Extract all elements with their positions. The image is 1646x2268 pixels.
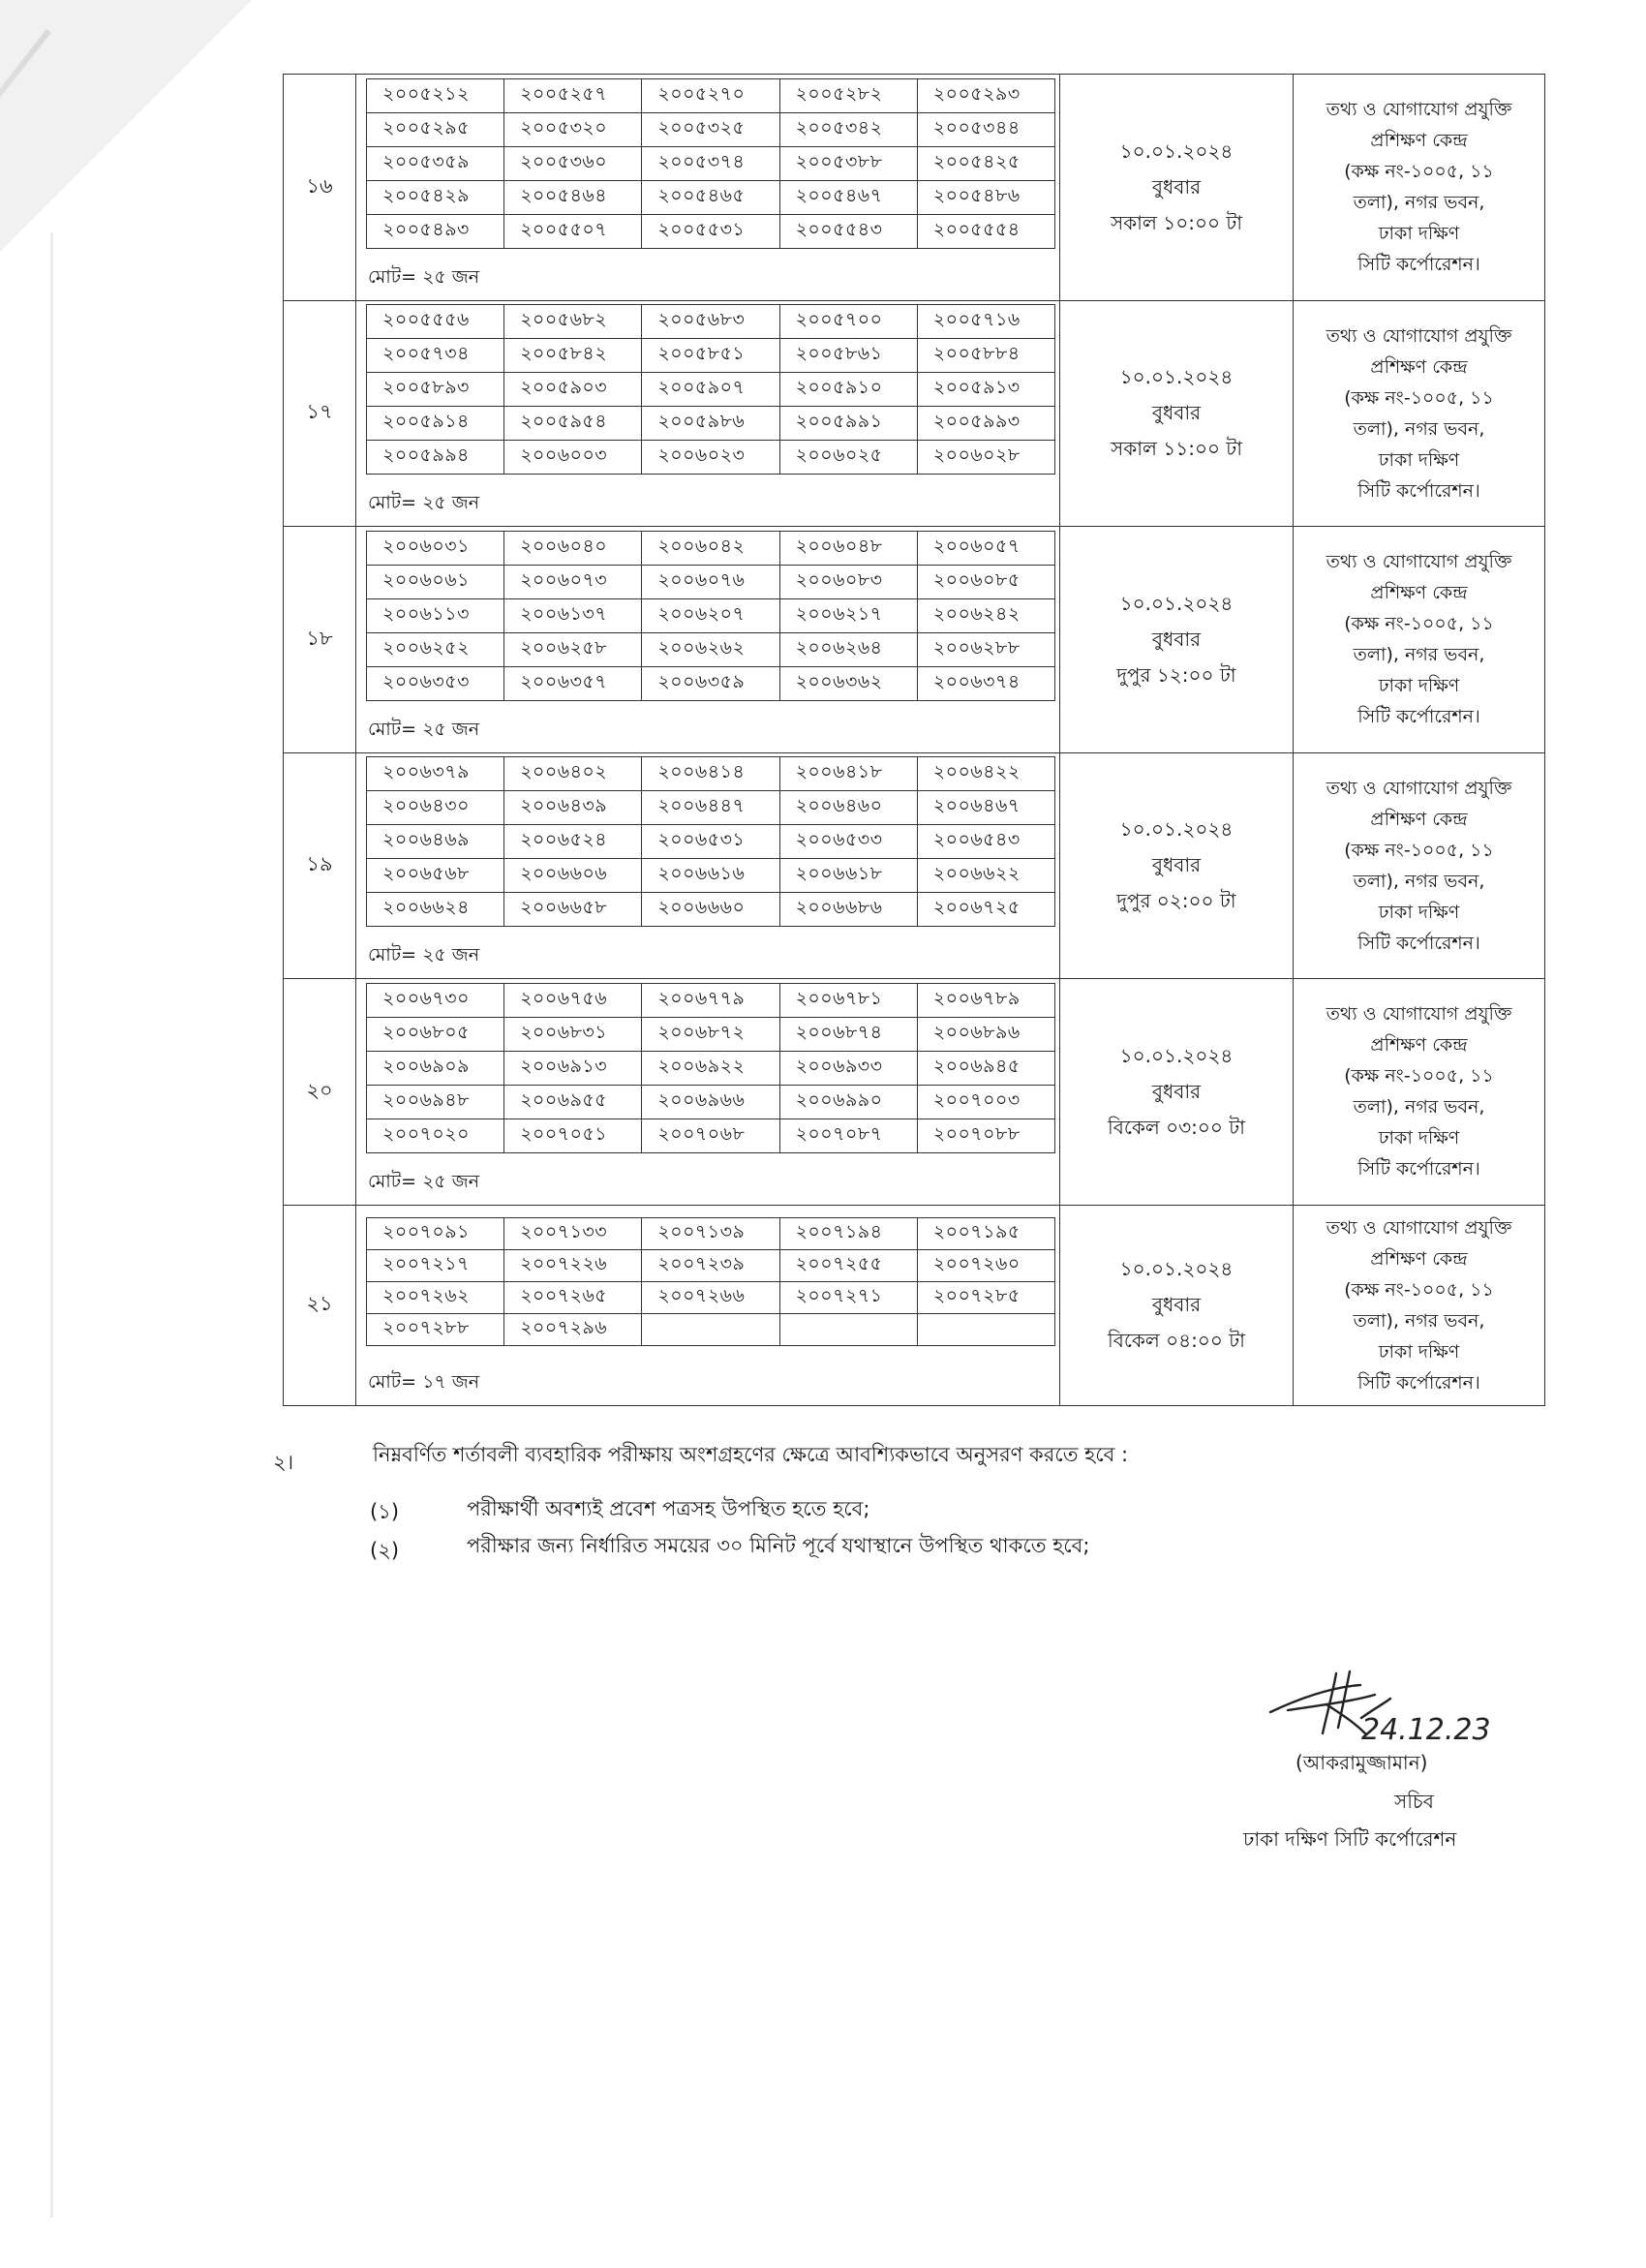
roll-number: ২০০৬৪৬০ <box>779 791 917 825</box>
exam-datetime-cell <box>1060 979 1294 1206</box>
exam-schedule-table <box>283 74 1545 1406</box>
roll-row <box>367 1051 1055 1085</box>
roll-number: ২০০৫৫৫৬ <box>367 305 504 339</box>
serial-number: ১৬ <box>284 75 356 301</box>
roll-number: ২০০৬৫২৪ <box>504 825 642 859</box>
roll-number: ২০০৬৭৮৯ <box>917 983 1054 1017</box>
venue-line4: তলা), নগর ভবন, <box>1353 1309 1485 1332</box>
venue-line3: (কক্ষ নং-১০০৫, ১১ <box>1344 613 1494 635</box>
schedule-group-row <box>284 1205 1545 1406</box>
roll-number: ২০০৬৪১৮ <box>779 757 917 791</box>
roll-number: ২০০৭১৯৫ <box>917 1218 1054 1250</box>
roll-number: ২০০৬০৭৩ <box>504 565 642 598</box>
exam-date: ১০.০১.২০২৪ <box>1119 1257 1234 1281</box>
roll-number: ২০০৭০৮৭ <box>779 1119 917 1152</box>
roll-numbers-cell <box>356 300 1060 527</box>
roll-number: ২০০৬০৪০ <box>504 531 642 565</box>
roll-number: ২০০৬৪৬৯ <box>367 825 504 859</box>
venue-line1: তথ্য ও যোগাযোগ প্রযুক্তি <box>1326 777 1512 799</box>
roll-number: ২০০৭২৯৬ <box>504 1314 642 1346</box>
roll-number: ২০০৫৬৮২ <box>504 305 642 339</box>
roll-number: ২০০৬১৩৭ <box>504 598 642 632</box>
roll-number: ২০০৬৭৩০ <box>367 983 504 1017</box>
roll-number: ২০০৬২৫৮ <box>504 632 642 666</box>
roll-number: ২০০৫৯০৭ <box>642 373 779 407</box>
venue-line1: তথ্য ও যোগাযোগ প্রযুক্তি <box>1326 324 1512 347</box>
roll-number: ২০০৭০৫১ <box>504 1119 642 1152</box>
roll-number: ২০০৬৬১৬ <box>642 859 779 893</box>
roll-row <box>367 373 1055 407</box>
group-total: মোট= ২৫ জন <box>368 718 480 740</box>
condition-2-text: পরীক্ষার জন্য নির্ধারিত সময়ের ৩০ মিনিট পূর্বে যথাস্থানে উপস্থিত থাকতে হবে; <box>467 1534 1090 1557</box>
roll-number: ২০০৭২৮৮ <box>367 1314 504 1346</box>
roll-number: ২০০৫৯১৩ <box>917 373 1054 407</box>
roll-number: ২০০৭২১৭ <box>367 1250 504 1282</box>
roll-number: ২০০৭২৬৫ <box>504 1282 642 1314</box>
roll-number: ২০০৫২৫৭ <box>504 78 642 112</box>
exam-date: ১০.০১.২০২৪ <box>1119 817 1234 842</box>
venue-line5: ঢাকা দক্ষিণ <box>1378 1127 1460 1149</box>
group-total: মোট= ২৫ জন <box>368 265 480 288</box>
roll-number: ২০০৭০৮৮ <box>917 1119 1054 1152</box>
condition-1-text: পরীক্ষার্থী অবশ্যই প্রবেশ পত্রসহ উপস্থিত হতে হবে; <box>467 1497 870 1520</box>
roll-number: ২০০৫৯৯১ <box>779 407 917 441</box>
roll-row <box>367 214 1055 248</box>
roll-number: ২০০৬৫৬৮ <box>367 859 504 893</box>
exam-day: বুধবার <box>1151 174 1202 199</box>
roll-number: ২০০৬৪৩৯ <box>504 791 642 825</box>
exam-datetime-cell <box>1060 752 1294 979</box>
venue-line6: সিটি কর্পোরেশন। <box>1357 479 1480 502</box>
roll-number: ২০০৬৯৩৩ <box>779 1051 917 1085</box>
roll-number: ২০০৬৪৪৭ <box>642 791 779 825</box>
roll-number: ২০০৬০৪৮ <box>779 531 917 565</box>
group-total: মোট= ১৭ জন <box>368 1371 480 1394</box>
roll-number: ২০০৬৭৭৯ <box>642 983 779 1017</box>
roll-number: ২০০৫৪৬৫ <box>642 180 779 214</box>
roll-number: ২০০৬৯০৯ <box>367 1051 504 1085</box>
roll-number: ২০০৬২০৭ <box>642 598 779 632</box>
exam-datetime-cell <box>1060 300 1294 527</box>
exam-time: সকাল ১০:০০ টা <box>1110 210 1243 234</box>
venue-line5: ঢাকা দক্ষিণ <box>1378 448 1460 471</box>
roll-number: ২০০৫৮৯৩ <box>367 373 504 407</box>
roll-number: ২০০৬২৬২ <box>642 632 779 666</box>
conditions-intro: নিম্নবর্ণিত শর্তাবলী ব্যবহারিক পরীক্ষায় অংশগ্রহণের ক্ষেত্রে আবশ্যিকভাবে অনুসরণ করতে হবে : <box>373 1443 1129 1466</box>
roll-number: ২০০৬১১৩ <box>367 598 504 632</box>
roll-number: ২০০৬০৩১ <box>367 531 504 565</box>
signature-date: 24.12.23 <box>1361 1713 1491 1747</box>
venue-line5: ঢাকা দক্ষিণ <box>1378 1340 1460 1363</box>
exam-date: ১০.০১.২০২৪ <box>1119 138 1234 163</box>
schedule-group-row <box>284 527 1545 753</box>
roll-numbers-cell <box>356 527 1060 753</box>
roll-row <box>367 598 1055 632</box>
roll-number: ২০০৬৯৪৮ <box>367 1085 504 1119</box>
roll-number: ২০০৬৪১৪ <box>642 757 779 791</box>
venue-line2: প্রশিক্ষণ কেন্দ্র <box>1370 355 1468 378</box>
venue-line1: তথ্য ও যোগাযোগ প্রযুক্তি <box>1326 1216 1512 1239</box>
roll-number: ২০০৬০৮৫ <box>917 565 1054 598</box>
roll-number: ২০০৬৫৪৩ <box>917 825 1054 859</box>
roll-number: ২০০৬৯৯০ <box>779 1085 917 1119</box>
roll-number: ২০০৬৩৫৩ <box>367 666 504 700</box>
exam-venue-cell <box>1294 527 1545 753</box>
roll-number: ২০০৬৭৫৬ <box>504 983 642 1017</box>
exam-venue-cell <box>1294 1205 1545 1406</box>
roll-number: ২০০৫৩৬০ <box>504 146 642 180</box>
conditions-number: ২। <box>273 1451 294 1474</box>
roll-number: ২০০৬৪২২ <box>917 757 1054 791</box>
exam-date: ১০.০১.২০২৪ <box>1119 591 1234 615</box>
condition-1-number: (১) <box>370 1500 400 1523</box>
exam-time: দুপুর ০২:০০ টা <box>1116 889 1236 913</box>
venue-line4: তলা), নগর ভবন, <box>1353 192 1485 214</box>
schedule-group-row <box>284 979 1545 1206</box>
roll-number: ২০০৫৬৮৩ <box>642 305 779 339</box>
roll-numbers-cell <box>356 979 1060 1206</box>
roll-number-grid <box>366 983 1055 1153</box>
roll-row <box>367 893 1055 927</box>
roll-number: ২০০৫২৯৩ <box>917 78 1054 112</box>
roll-row <box>367 1314 1055 1346</box>
roll-row <box>367 757 1055 791</box>
roll-number: ২০০৫৩৫৯ <box>367 146 504 180</box>
roll-number: ২০০৬৭২৫ <box>917 893 1054 927</box>
condition-2-number: (২) <box>370 1539 400 1562</box>
roll-number: ২০০৫৮৪২ <box>504 339 642 373</box>
roll-row <box>367 441 1055 475</box>
roll-number: ২০০৬৮৩১ <box>504 1017 642 1051</box>
exam-venue-cell <box>1294 979 1545 1206</box>
roll-number: ২০০৬০২৫ <box>779 441 917 475</box>
roll-number-grid <box>366 304 1055 475</box>
roll-row <box>367 1085 1055 1119</box>
venue-line1: তথ্য ও যোগাযোগ প্রযুক্তি <box>1326 99 1512 121</box>
roll-number: ২০০৬৮৭২ <box>642 1017 779 1051</box>
roll-number: ২০০৫২৮২ <box>779 78 917 112</box>
roll-number: ২০০৫৯১০ <box>779 373 917 407</box>
roll-row <box>367 78 1055 112</box>
roll-row <box>367 1017 1055 1051</box>
roll-number: ২০০৭২৬০ <box>917 1250 1054 1282</box>
venue-line3: (কক্ষ নং-১০০৫, ১১ <box>1344 386 1494 409</box>
roll-number: ২০০৬৩৫৯ <box>642 666 779 700</box>
roll-number: ২০০৬৯২২ <box>642 1051 779 1085</box>
roll-number: ২০০৬৯৫৫ <box>504 1085 642 1119</box>
roll-number: ২০০৬২৬৪ <box>779 632 917 666</box>
roll-number: ২০০৭২৭১ <box>779 1282 917 1314</box>
exam-venue-cell <box>1294 300 1545 527</box>
roll-number: ২০০৬৬২২ <box>917 859 1054 893</box>
roll-number: ২০০৬৫৩১ <box>642 825 779 859</box>
venue-line2: প্রশিক্ষণ কেন্দ্র <box>1370 808 1468 830</box>
roll-row <box>367 1119 1055 1152</box>
roll-row <box>367 1218 1055 1250</box>
schedule-group-row <box>284 300 1545 527</box>
roll-number: ২০০৭২৫৫ <box>779 1250 917 1282</box>
roll-numbers-cell <box>356 1205 1060 1406</box>
roll-number: ২০০৬৪০২ <box>504 757 642 791</box>
roll-number: ২০০৫৪৬৪ <box>504 180 642 214</box>
roll-number-grid <box>366 531 1055 701</box>
roll-number-grid <box>366 756 1055 927</box>
roll-number: ২০০৬২৫২ <box>367 632 504 666</box>
roll-number: ২০০৭২৬২ <box>367 1282 504 1314</box>
exam-venue-cell <box>1294 75 1545 301</box>
roll-number: ২০০৫৫০৭ <box>504 214 642 248</box>
venue-line4: তলা), নগর ভবন, <box>1353 417 1485 440</box>
group-total: মোট= ২৫ জন <box>368 944 480 966</box>
roll-number: ২০০৬৩৭৯ <box>367 757 504 791</box>
serial-number: ১৮ <box>284 527 356 753</box>
roll-number: ২০০৫৫৪৩ <box>779 214 917 248</box>
exam-time: বিকেল ০৩:০০ টা <box>1108 1115 1245 1139</box>
roll-number: ২০০৫৫৩১ <box>642 214 779 248</box>
roll-number: ২০০৬৩৫৭ <box>504 666 642 700</box>
roll-number: ২০০৭২৬৬ <box>642 1282 779 1314</box>
exam-datetime-cell <box>1060 1205 1294 1406</box>
roll-row <box>367 983 1055 1017</box>
roll-number: ২০০৬০২৩ <box>642 441 779 475</box>
signatory-name: (আকরামুজ্জামান) <box>1295 1751 1428 1774</box>
roll-number: ২০০৬৩৬২ <box>779 666 917 700</box>
roll-number: ২০০৭২৮৫ <box>917 1282 1054 1314</box>
roll-number: ২০০৬৮৭৪ <box>779 1017 917 1051</box>
roll-number: ২০০৫৭৩৪ <box>367 339 504 373</box>
roll-row <box>367 531 1055 565</box>
venue-line1: তথ্য ও যোগাযোগ প্রযুক্তি <box>1326 551 1512 573</box>
roll-row <box>367 1282 1055 1314</box>
exam-date: ১০.০১.২০২৪ <box>1119 1043 1234 1067</box>
roll-number: ২০০৬৬৮৬ <box>779 893 917 927</box>
roll-number <box>642 1314 779 1346</box>
roll-number: ২০০৬৬১৮ <box>779 859 917 893</box>
roll-number: ২০০৫৪৮৬ <box>917 180 1054 214</box>
group-total: মোট= ২৫ জন <box>368 1170 480 1192</box>
roll-number: ২০০৫৯১৪ <box>367 407 504 441</box>
roll-number: ২০০৫২৭০ <box>642 78 779 112</box>
roll-number: ২০০৭২৩৯ <box>642 1250 779 1282</box>
roll-number: ২০০৬০৬১ <box>367 565 504 598</box>
roll-number: ২০০৫৩২৫ <box>642 112 779 146</box>
roll-number: ২০০৬২৪২ <box>917 598 1054 632</box>
roll-number: ২০০৫৪২৫ <box>917 146 1054 180</box>
roll-number <box>779 1314 917 1346</box>
roll-number: ২০০৭০৯১ <box>367 1218 504 1250</box>
exam-time: দুপুর ১২:০০ টা <box>1116 662 1236 687</box>
roll-number: ২০০৫৯৯৪ <box>367 441 504 475</box>
venue-line2: প্রশিক্ষণ কেন্দ্র <box>1370 1034 1468 1057</box>
roll-number: ২০০৫৪৬৭ <box>779 180 917 214</box>
roll-row <box>367 112 1055 146</box>
roll-number: ২০০৫৮৬১ <box>779 339 917 373</box>
roll-number: ২০০৫৯৮৬ <box>642 407 779 441</box>
roll-number: ২০০৭০০৩ <box>917 1085 1054 1119</box>
venue-line4: তলা), নগর ভবন, <box>1353 644 1485 666</box>
roll-row <box>367 146 1055 180</box>
roll-number: ২০০৫৩৪৪ <box>917 112 1054 146</box>
roll-number: ২০০৬৬৫৮ <box>504 893 642 927</box>
roll-number: ২০০৭০২০ <box>367 1119 504 1152</box>
roll-number: ২০০৬৪৬৭ <box>917 791 1054 825</box>
roll-number: ২০০৬২১৭ <box>779 598 917 632</box>
roll-number-grid <box>366 78 1055 249</box>
signatory-designation: সচিব <box>1394 1790 1434 1813</box>
roll-row <box>367 305 1055 339</box>
roll-number: ২০০৫৮৮৪ <box>917 339 1054 373</box>
roll-number: ২০০৫৪৯৩ <box>367 214 504 248</box>
roll-number: ২০০৬৬২৪ <box>367 893 504 927</box>
page-fold-corner <box>0 0 252 252</box>
venue-line6: সিটি কর্পোরেশন। <box>1357 932 1480 954</box>
roll-number: ২০০৭২২৬ <box>504 1250 642 1282</box>
venue-line5: ঢাকা দক্ষিণ <box>1378 223 1460 245</box>
roll-row <box>367 1250 1055 1282</box>
venue-line4: তলা), নগর ভবন, <box>1353 870 1485 892</box>
venue-line6: সিটি কর্পোরেশন। <box>1357 1371 1480 1394</box>
roll-number: ২০০৬৯৪৫ <box>917 1051 1054 1085</box>
roll-row <box>367 339 1055 373</box>
venue-line6: সিটি কর্পোরেশন। <box>1357 706 1480 728</box>
venue-line6: সিটি কর্পোরেশন। <box>1357 1158 1480 1180</box>
group-total: মোট= ২৫ জন <box>368 492 480 514</box>
roll-number: ২০০৬০২৮ <box>917 441 1054 475</box>
roll-number: ২০০৫৭১৬ <box>917 305 1054 339</box>
venue-line3: (কক্ষ নং-১০০৫, ১১ <box>1344 1065 1494 1088</box>
roll-row <box>367 632 1055 666</box>
roll-number: ২০০৬০৮৩ <box>779 565 917 598</box>
roll-number: ২০০৬৮০৫ <box>367 1017 504 1051</box>
exam-day: বুধবার <box>1151 1293 1202 1317</box>
roll-numbers-cell <box>356 752 1060 979</box>
roll-number <box>917 1314 1054 1346</box>
roll-number: ২০০৫২১২ <box>367 78 504 112</box>
roll-number: ২০০৫৯৫৪ <box>504 407 642 441</box>
roll-number: ২০০৬৪৩০ <box>367 791 504 825</box>
roll-row <box>367 407 1055 441</box>
roll-numbers-cell <box>356 75 1060 301</box>
exam-time: সকাল ১১:০০ টা <box>1110 437 1243 461</box>
roll-number: ২০০৬০৫৭ <box>917 531 1054 565</box>
handwritten-signature <box>1268 1666 1520 1753</box>
schedule-group-row <box>284 75 1545 301</box>
roll-number: ২০০৭০৬৮ <box>642 1119 779 1152</box>
roll-number: ২০০৫২৯৫ <box>367 112 504 146</box>
roll-number-grid <box>366 1217 1055 1346</box>
venue-line2: প্রশিক্ষণ কেন্দ্র <box>1370 1247 1468 1270</box>
roll-number: ২০০৫৩৭৪ <box>642 146 779 180</box>
roll-number: ২০০৬৮৯৬ <box>917 1017 1054 1051</box>
venue-line1: তথ্য ও যোগাযোগ প্রযুক্তি <box>1326 1003 1512 1026</box>
exam-day: বুধবার <box>1151 853 1202 877</box>
roll-number: ২০০৬৬০৬ <box>504 859 642 893</box>
venue-line3: (কক্ষ নং-১০০৫, ১১ <box>1344 161 1494 183</box>
exam-date: ১০.০১.২০২৪ <box>1119 365 1234 389</box>
exam-day: বুধবার <box>1151 1079 1202 1103</box>
roll-number: ২০০৭১৩৩ <box>504 1218 642 1250</box>
exam-datetime-cell <box>1060 75 1294 301</box>
exam-day: বুধবার <box>1151 627 1202 651</box>
exam-venue-cell <box>1294 752 1545 979</box>
roll-number: ২০০৬৯১৩ <box>504 1051 642 1085</box>
roll-number: ২০০৫৪২৯ <box>367 180 504 214</box>
roll-number: ২০০৫৯৯৩ <box>917 407 1054 441</box>
venue-line2: প্রশিক্ষণ কেন্দ্র <box>1370 582 1468 604</box>
roll-row <box>367 666 1055 700</box>
roll-number: ২০০৫৯০৩ <box>504 373 642 407</box>
roll-number: ২০০৭১৩৯ <box>642 1218 779 1250</box>
roll-row <box>367 825 1055 859</box>
roll-number: ২০০৫৮৫১ <box>642 339 779 373</box>
roll-number: ২০০৬৬৬০ <box>642 893 779 927</box>
roll-number: ২০০৬৩৭৪ <box>917 666 1054 700</box>
roll-number: ২০০৬০৭৬ <box>642 565 779 598</box>
roll-row <box>367 791 1055 825</box>
serial-number: ১৭ <box>284 300 356 527</box>
roll-row <box>367 859 1055 893</box>
roll-number: ২০০৫৩৪২ <box>779 112 917 146</box>
venue-line4: তলা), নগর ভবন, <box>1353 1096 1485 1119</box>
roll-number: ২০০৬০০৩ <box>504 441 642 475</box>
roll-number: ২০০৫৩৮৮ <box>779 146 917 180</box>
roll-row <box>367 180 1055 214</box>
roll-number: ২০০৬০৪২ <box>642 531 779 565</box>
roll-number: ২০০৬৯৬৬ <box>642 1085 779 1119</box>
roll-number: ২০০৭১৯৪ <box>779 1218 917 1250</box>
exam-day: বুধবার <box>1151 401 1202 425</box>
roll-number: ২০০৬৭৮১ <box>779 983 917 1017</box>
roll-number: ২০০৫৭০০ <box>779 305 917 339</box>
roll-number: ২০০৫৫৫৪ <box>917 214 1054 248</box>
roll-number: ২০০৫৩২০ <box>504 112 642 146</box>
venue-line2: প্রশিক্ষণ কেন্দ্র <box>1370 130 1468 152</box>
scan-edge-shadow <box>50 232 53 2218</box>
venue-line5: ঢাকা দক্ষিণ <box>1378 675 1460 697</box>
signatory-organization: ঢাকা দক্ষিণ সিটি কর্পোরেশন <box>1243 1827 1457 1851</box>
venue-line5: ঢাকা দক্ষিণ <box>1378 901 1460 923</box>
serial-number: ২০ <box>284 979 356 1206</box>
serial-number: ১৯ <box>284 752 356 979</box>
roll-number: ২০০৬২৮৮ <box>917 632 1054 666</box>
roll-row <box>367 565 1055 598</box>
exam-time: বিকেল ০৪:০০ টা <box>1108 1329 1245 1353</box>
schedule-group-row <box>284 752 1545 979</box>
exam-datetime-cell <box>1060 527 1294 753</box>
venue-line3: (কক্ষ নং-১০০৫, ১১ <box>1344 839 1494 861</box>
roll-number: ২০০৬৫৩৩ <box>779 825 917 859</box>
venue-line6: সিটি কর্পোরেশন। <box>1357 254 1480 276</box>
serial-number: ২১ <box>284 1205 356 1406</box>
venue-line3: (কক্ষ নং-১০০৫, ১১ <box>1344 1278 1494 1301</box>
